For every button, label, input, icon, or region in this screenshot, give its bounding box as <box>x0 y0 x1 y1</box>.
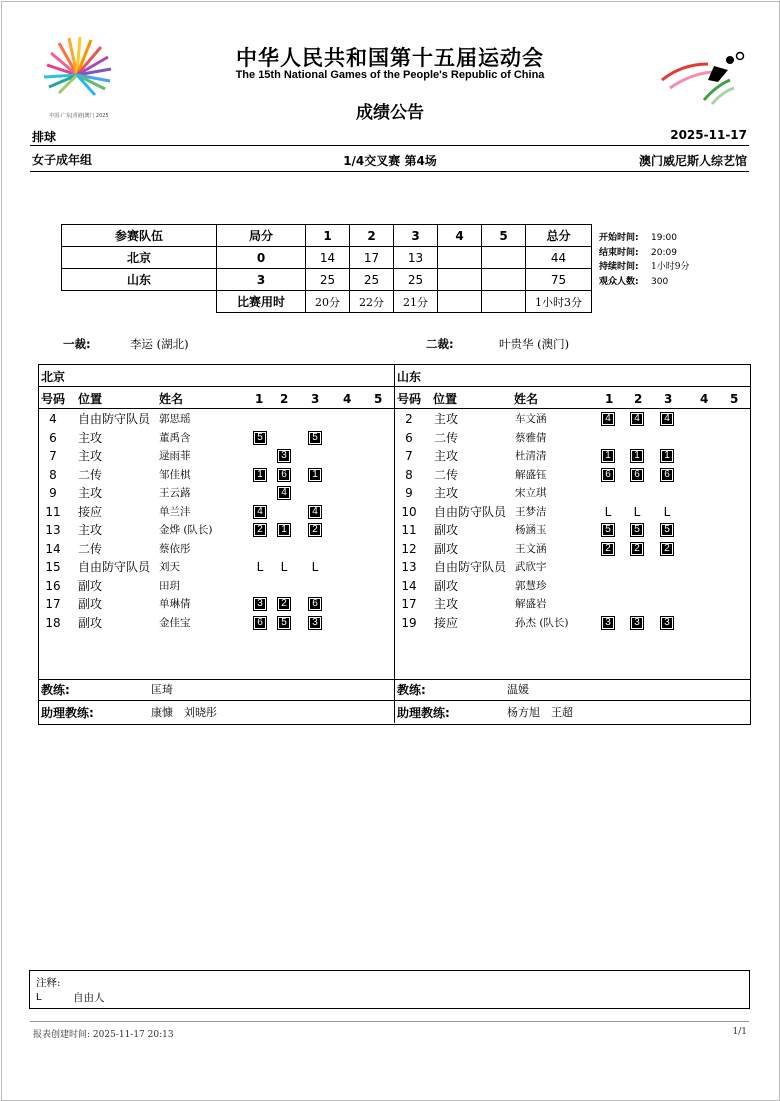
player-row <box>40 558 393 576</box>
player-number: 16 <box>45 578 61 593</box>
player-position: 自由防守队员 <box>78 412 151 426</box>
player-name: 董禹含 <box>159 431 191 444</box>
player-position: 二传 <box>78 467 103 482</box>
coach-label: 教练: <box>41 683 70 697</box>
player-position: 主攻 <box>434 597 459 611</box>
player-number: 11 <box>45 504 61 519</box>
player-row <box>396 410 749 428</box>
player-name: 逯雨菲 <box>159 450 191 462</box>
header-divider <box>30 145 749 146</box>
player-position: 副攻 <box>78 578 103 593</box>
player-position: 主攻 <box>434 449 459 463</box>
starting-position-box: 3 <box>253 597 267 611</box>
score-set-points: 13 <box>394 247 438 269</box>
score-set-points <box>438 247 482 269</box>
match-date: 2025-11-17 <box>670 128 747 142</box>
score-header-set-4: 4 <box>438 225 482 247</box>
libero-mark: L <box>280 560 288 574</box>
starting-position-box: 3 <box>601 616 615 630</box>
col-set-1: 1 <box>255 392 264 406</box>
duration-label: 比赛用时 <box>217 291 306 313</box>
player-name: 王文涵 <box>515 542 547 555</box>
player-name: 郭思瑶 <box>159 413 191 425</box>
player-number: 6 <box>405 430 413 445</box>
score-set-points: 17 <box>350 247 394 269</box>
col-set-5: 5 <box>374 392 383 406</box>
duration-label: 持续时间: <box>599 262 639 272</box>
col-name: 姓名 <box>514 392 539 406</box>
notes-label: 注释: <box>36 977 61 989</box>
player-name: 邹佳棋 <box>159 468 191 481</box>
spectators: 300 <box>651 276 669 287</box>
player-number: 2 <box>405 412 413 426</box>
player-name: 金佳宝 <box>159 616 191 629</box>
player-position: 主攻 <box>434 412 459 426</box>
player-position: 副攻 <box>434 541 459 556</box>
first-referee-label: 一裁: <box>63 337 91 351</box>
libero-mark: L <box>311 560 319 574</box>
player-number: 7 <box>49 449 57 463</box>
assistant-coach-label: 助理教练: <box>41 706 94 720</box>
assistant-coach-names: 杨方旭 王超 <box>507 706 573 719</box>
starting-position-box: 3 <box>630 616 644 630</box>
libero-mark: L <box>604 504 612 519</box>
starting-position-box: 3 <box>308 616 322 630</box>
set-duration <box>482 291 526 313</box>
starting-position-box: 2 <box>308 523 322 537</box>
score-team-name: 山东 <box>62 269 217 291</box>
coach-name: 温媛 <box>507 683 529 696</box>
starting-position-box: 2 <box>601 542 615 556</box>
notes-box <box>29 970 750 1009</box>
player-position: 副攻 <box>434 523 459 537</box>
col-set-4: 4 <box>343 392 352 406</box>
spectators-label: 观众人数: <box>599 276 639 287</box>
player-number: 4 <box>49 412 57 426</box>
set-duration: 21分 <box>394 291 438 313</box>
notes-key: L <box>36 991 42 1003</box>
player-number: 17 <box>45 597 61 611</box>
player-name: 解盛岩 <box>515 598 547 610</box>
player-row <box>40 577 393 595</box>
start-time: 19:00 <box>651 233 677 243</box>
starting-position-box: 6 <box>630 468 644 482</box>
player-position: 自由防守队员 <box>78 560 151 574</box>
player-name: 解盛钰 <box>515 468 547 481</box>
score-header-set-3: 3 <box>394 225 438 247</box>
starting-position-box: 1 <box>277 523 291 537</box>
player-row <box>40 466 393 484</box>
starting-position-box: 4 <box>308 505 322 519</box>
player-number: 18 <box>45 615 61 630</box>
venue-label: 澳门威尼斯人综艺馆 <box>638 154 747 168</box>
col-set-3: 3 <box>664 392 673 406</box>
player-number: 15 <box>45 560 61 574</box>
player-number: 14 <box>45 541 61 556</box>
player-number: 8 <box>405 467 413 482</box>
end-time-label: 结束时间: <box>599 247 639 258</box>
player-position: 主攻 <box>78 430 103 445</box>
score-set-points: 14 <box>306 247 350 269</box>
total-duration: 1小时3分 <box>526 291 592 313</box>
player-row <box>396 484 749 502</box>
player-name: 田玥 <box>159 579 180 592</box>
starting-position-box: 5 <box>601 523 615 537</box>
score-table <box>61 224 592 313</box>
score-row-duration <box>62 291 592 313</box>
player-position: 接应 <box>78 504 103 519</box>
starting-position-box: 4 <box>277 486 291 500</box>
player-name: 宋立琪 <box>515 487 547 499</box>
player-position: 主攻 <box>78 523 103 537</box>
start-time-label: 开始时间: <box>599 233 639 243</box>
player-position: 二传 <box>434 430 459 445</box>
starting-position-box: 1 <box>308 468 322 482</box>
player-name: 蔡依彤 <box>159 542 191 555</box>
player-position: 二传 <box>78 541 103 556</box>
sport-label: 排球 <box>32 130 57 144</box>
score-set-points: 25 <box>394 269 438 291</box>
player-position: 主攻 <box>78 486 103 500</box>
starting-position-box: 6 <box>277 468 291 482</box>
coach-name: 匡琦 <box>151 683 173 696</box>
player-position: 主攻 <box>78 449 103 463</box>
starting-position-box: 5 <box>308 431 322 445</box>
player-position: 副攻 <box>434 578 459 593</box>
col-position: 位置 <box>433 392 458 406</box>
set-duration <box>438 291 482 313</box>
player-row <box>396 503 749 521</box>
starting-position-box: 3 <box>277 449 291 463</box>
col-set-2: 2 <box>280 392 289 406</box>
player-row <box>396 577 749 595</box>
player-number: 13 <box>45 523 61 537</box>
player-name: 郭慧珍 <box>515 579 547 592</box>
document-title: 成绩公告 <box>356 103 424 123</box>
team-name: 北京 <box>41 370 66 384</box>
player-position: 自由防守队员 <box>434 560 507 574</box>
player-position: 自由防守队员 <box>434 504 507 519</box>
starting-position-box: 5 <box>253 431 267 445</box>
score-row-team-b <box>62 269 592 291</box>
col-number: 号码 <box>41 392 66 406</box>
set-duration: 22分 <box>350 291 394 313</box>
player-name: 蔡雅倩 <box>515 431 547 444</box>
assistant-coach-label: 助理教练: <box>397 706 450 720</box>
player-row <box>40 447 393 465</box>
starting-position-box: 6 <box>253 616 267 630</box>
player-row <box>396 521 749 539</box>
player-number: 14 <box>401 578 417 593</box>
set-duration: 20分 <box>306 291 350 313</box>
libero-mark: L <box>256 560 264 574</box>
player-row <box>396 558 749 576</box>
score-set-points <box>482 247 526 269</box>
second-referee: 叶贵华 (澳门) <box>499 337 570 351</box>
starting-position-box: 6 <box>660 468 674 482</box>
roster-divider <box>394 364 395 723</box>
player-number: 6 <box>49 430 57 445</box>
col-position: 位置 <box>78 392 103 406</box>
starting-position-box: 2 <box>630 542 644 556</box>
games-title-en: The 15th National Games of the People's Republic of China <box>235 69 545 81</box>
starting-position-box: 5 <box>630 523 644 537</box>
col-number: 号码 <box>397 392 422 406</box>
assistant-coach-names: 康慷 刘晓彤 <box>151 706 217 719</box>
player-row <box>396 466 749 484</box>
player-row <box>40 521 393 539</box>
player-number: 13 <box>401 560 417 574</box>
round-label: 1/4交叉赛 第4场 <box>343 154 437 168</box>
player-name: 王云蕗 <box>159 487 191 499</box>
report-created: 报表创建时间: 2025-11-17 20:13 <box>33 1030 174 1040</box>
starting-position-box: 1 <box>601 449 615 463</box>
starting-position-box: 2 <box>253 523 267 537</box>
player-name: 杨涵玉 <box>515 524 547 536</box>
starting-position-box: 5 <box>277 616 291 630</box>
player-name: 王梦洁 <box>515 505 547 518</box>
starting-position-box: 1 <box>253 468 267 482</box>
score-set-points <box>482 269 526 291</box>
roster-team-b <box>396 364 749 723</box>
starting-position-box: 4 <box>253 505 267 519</box>
games-title-cn: 中华人民共和国第十五届运动会 <box>236 46 544 70</box>
player-row <box>396 429 749 447</box>
player-number: 10 <box>401 504 417 519</box>
player-number: 9 <box>405 486 413 500</box>
player-position: 副攻 <box>78 615 103 630</box>
score-set-points <box>438 269 482 291</box>
starting-position-box: 6 <box>601 468 615 482</box>
player-number: 19 <box>401 615 417 630</box>
logo-caption: 中国·广东|香港|澳门 2025 <box>49 113 109 119</box>
player-position: 二传 <box>434 467 459 482</box>
libero-mark: L <box>633 504 641 519</box>
team-name: 山东 <box>397 370 422 384</box>
page-number: 1/1 <box>732 1027 747 1037</box>
score-team-name: 北京 <box>62 247 217 269</box>
starting-position-box: 2 <box>277 597 291 611</box>
player-name: 杜清清 <box>515 450 547 462</box>
starting-position-box: 5 <box>660 523 674 537</box>
player-name: 武欣宇 <box>515 561 547 573</box>
player-name: 孙杰 (队长) <box>515 616 569 629</box>
player-row <box>396 614 749 632</box>
starting-position-box: 4 <box>601 412 615 426</box>
player-row <box>396 595 749 613</box>
score-header-sets: 局分 <box>217 225 306 247</box>
player-position: 接应 <box>434 615 459 630</box>
player-number: 9 <box>49 486 57 500</box>
starting-position-box: 3 <box>660 616 674 630</box>
col-set-3: 3 <box>311 392 320 406</box>
second-referee-label: 二裁: <box>426 337 454 351</box>
starting-position-box: 1 <box>630 449 644 463</box>
col-set-2: 2 <box>634 392 643 406</box>
starting-position-box: 2 <box>660 542 674 556</box>
player-row <box>40 614 393 632</box>
col-set-1: 1 <box>605 392 614 406</box>
score-row-team-a <box>62 247 592 269</box>
player-row <box>40 484 393 502</box>
player-position: 副攻 <box>78 597 103 611</box>
score-total: 44 <box>526 247 592 269</box>
notes-text: 自由人 <box>73 992 105 1004</box>
player-position: 主攻 <box>434 486 459 500</box>
score-total: 75 <box>526 269 592 291</box>
score-header-set-1: 1 <box>306 225 350 247</box>
match-duration: 1小时9分 <box>651 262 690 272</box>
player-row <box>40 595 393 613</box>
starting-position-box: 4 <box>630 412 644 426</box>
match-info <box>599 231 689 289</box>
score-set-points: 25 <box>350 269 394 291</box>
starting-position-box: 6 <box>308 597 322 611</box>
player-row <box>40 410 393 428</box>
player-number: 8 <box>49 467 57 482</box>
score-header-set-5: 5 <box>482 225 526 247</box>
player-number: 11 <box>401 523 417 537</box>
score-header-total: 总分 <box>526 225 592 247</box>
header-divider-2 <box>30 171 749 172</box>
player-name: 单兰沣 <box>159 505 191 518</box>
score-header-team: 参赛队伍 <box>62 225 217 247</box>
roster-team-a <box>40 364 393 723</box>
player-number: 17 <box>401 597 417 611</box>
player-row <box>40 540 393 558</box>
player-name: 金烨 (队长) <box>159 524 213 536</box>
player-row <box>40 503 393 521</box>
end-time: 20:09 <box>651 247 677 258</box>
player-number: 12 <box>401 541 417 556</box>
player-row <box>40 429 393 447</box>
player-name: 刘天 <box>159 561 180 573</box>
footer-divider <box>30 1021 749 1022</box>
category-label: 女子成年组 <box>32 153 93 167</box>
first-referee: 李运 (湖北) <box>130 337 189 351</box>
coach-label: 教练: <box>397 683 426 697</box>
player-row <box>396 447 749 465</box>
col-set-5: 5 <box>730 392 739 406</box>
score-sets-won: 0 <box>217 247 306 269</box>
player-row <box>396 540 749 558</box>
player-number: 7 <box>405 449 413 463</box>
score-set-points: 25 <box>306 269 350 291</box>
libero-mark: L <box>663 504 671 519</box>
starting-position-box: 4 <box>660 412 674 426</box>
col-name: 姓名 <box>159 392 184 406</box>
starting-position-box: 1 <box>660 449 674 463</box>
player-name: 单琳倩 <box>159 598 191 610</box>
col-set-4: 4 <box>700 392 709 406</box>
player-name: 车文涵 <box>515 413 547 425</box>
score-sets-won: 3 <box>217 269 306 291</box>
score-header-set-2: 2 <box>350 225 394 247</box>
